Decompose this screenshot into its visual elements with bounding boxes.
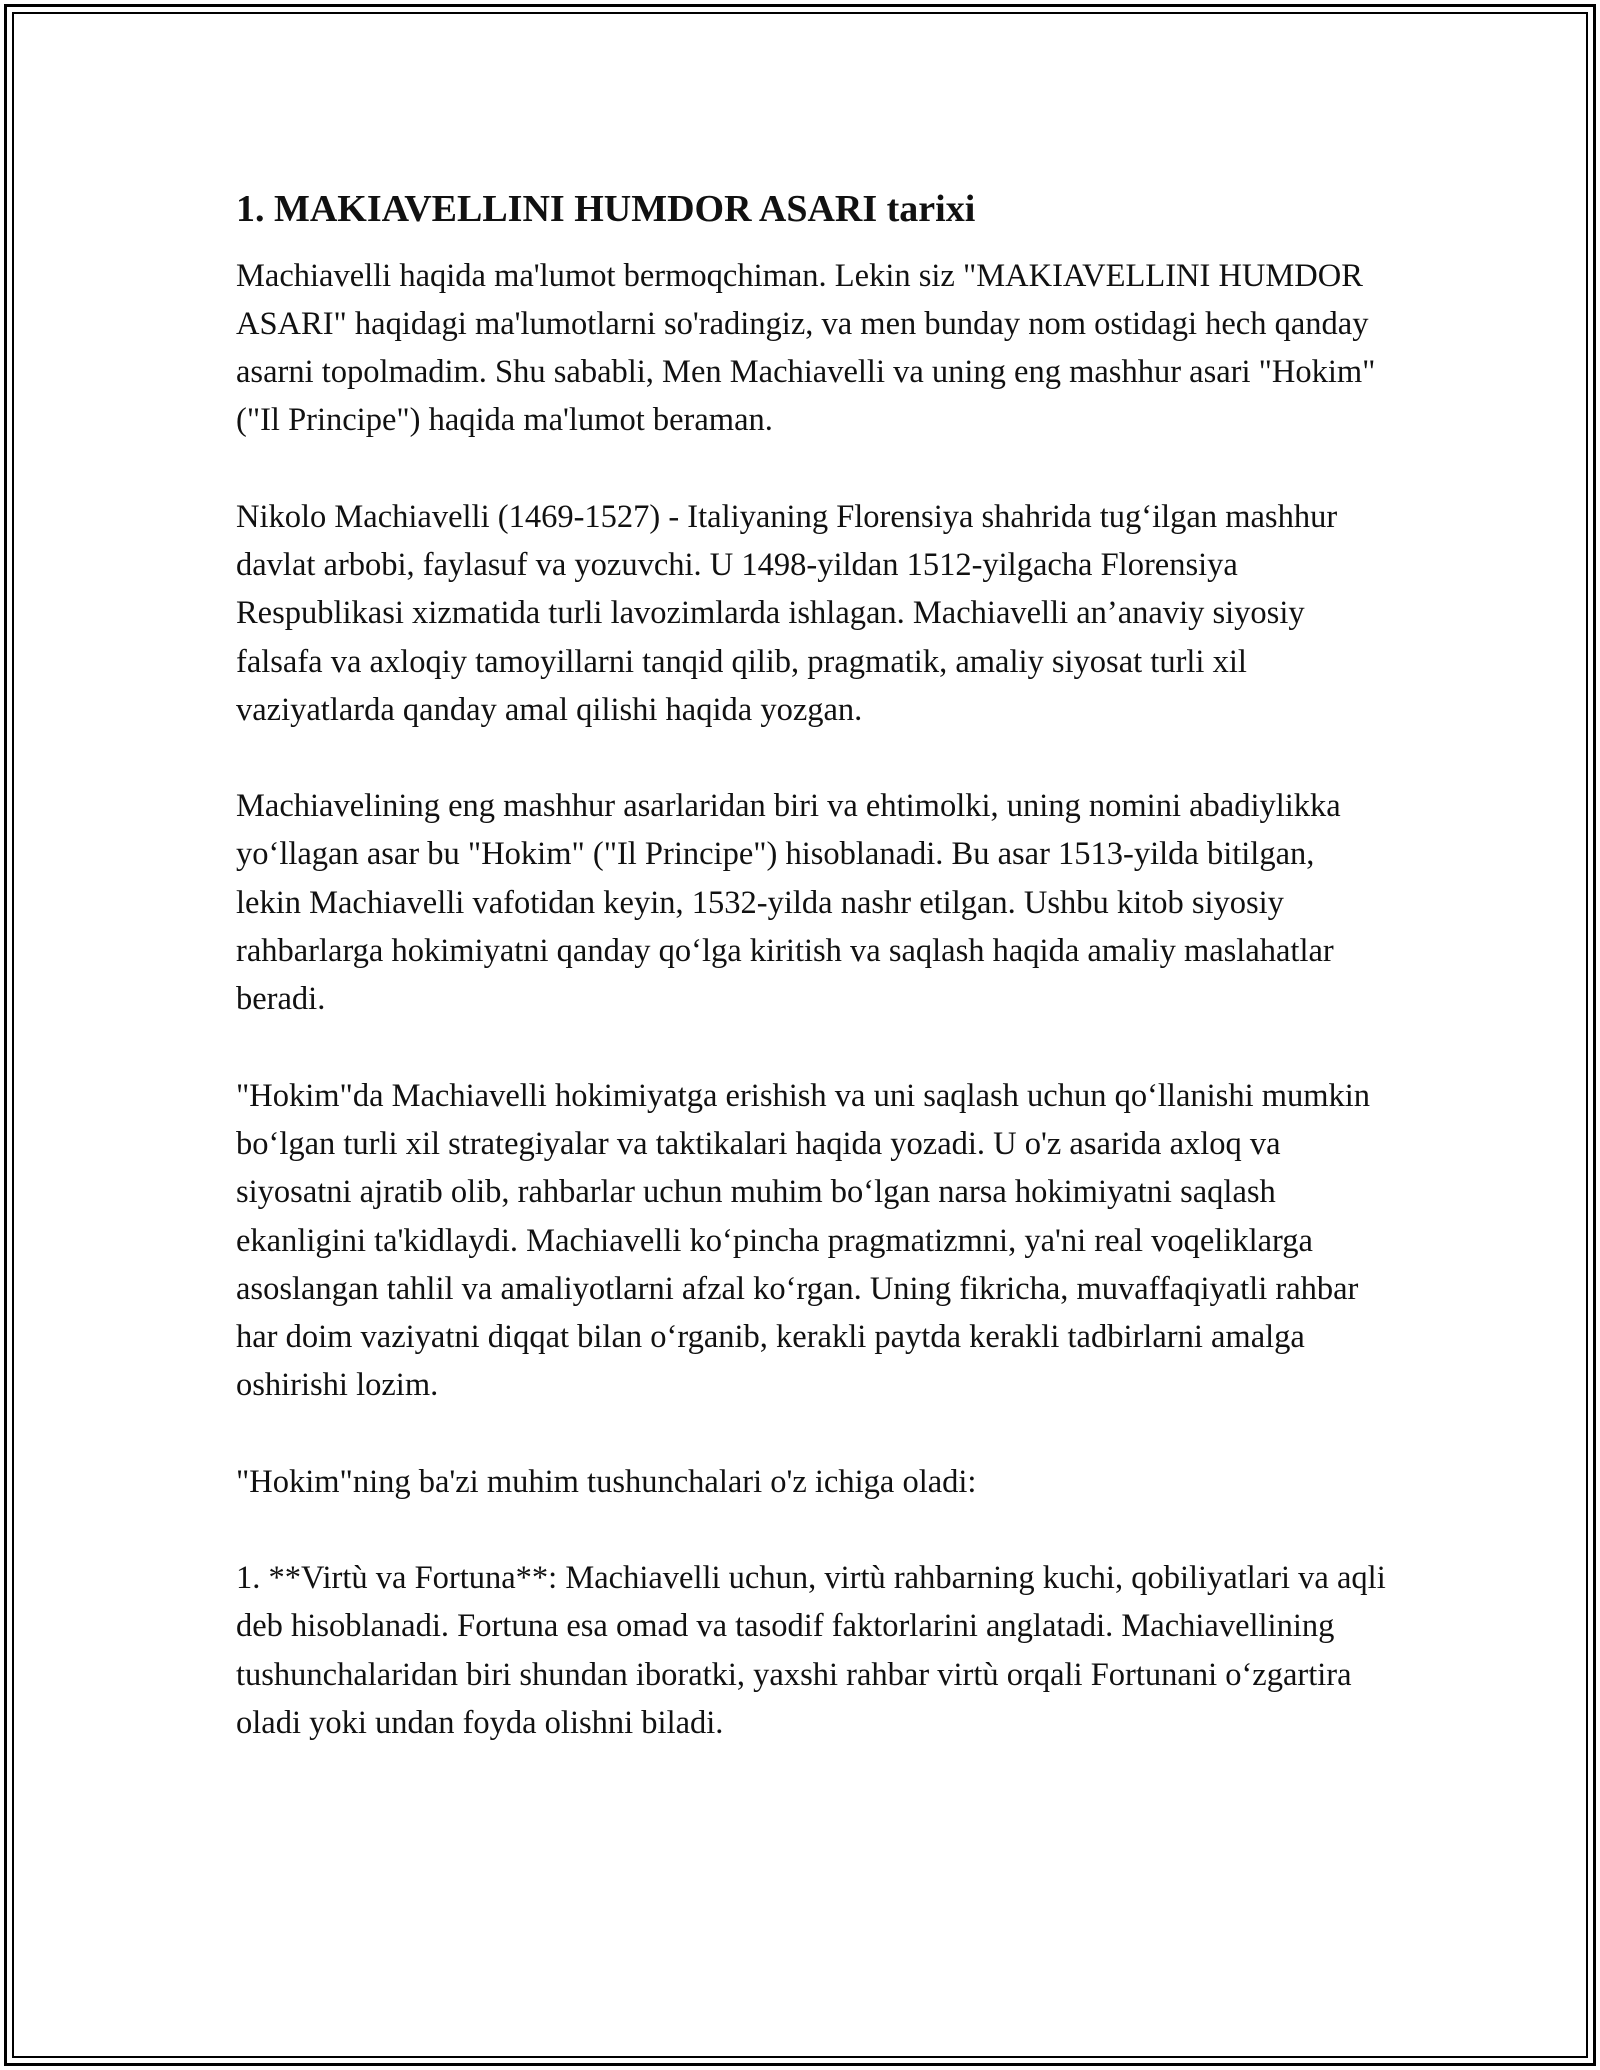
paragraph-strategies: "Hokim"da Machiavelli hokimiyatga erishish va uni saqlash uchun qo‘llanishi mumkin bo‘lgan turli xil strategiyalar va taktikalari haqida yozadi. U o'z asarida axloq va siyosatni ajratib olib, rahbarlar uchun muhim bo‘lgan narsa hokimiyatni saqlash ekanligini ta'kidlaydi. Machiavelli ko‘pincha pragmatizmni, ya'ni real voqeliklarga asoslangan tahlil va amaliyotlarni afzal ko‘rgan. Uning fikricha, muvaffaqiyatli rahbar har doim vaziyatni diqqat bilan o‘rganib, kerakli paytda kerakli tadbirlarni amalga oshirishi lozim. <box>236 1077 1371 1404</box>
paragraph-concepts-intro: "Hokim"ning ba'zi muhim tushunchalari o'z ichiga oladi: <box>236 1463 977 1500</box>
document-body <box>236 186 1386 1795</box>
paragraph-virtu-fortuna: 1. **Virtù va Fortuna**: Machiavelli uchun, virtù rahbarning kuchi, qobiliyatlari va aqli deb hisoblanadi. Fortuna esa omad va tasodif faktorlarini anglatadi. Machiavellining tushunchalaridan biri shundan iboratki, yaxshi rahbar virtù orqali Fortunani o‘zgartira oladi yoki undan foyda olishni biladi. <box>236 1560 1386 1741</box>
paragraph-biography: Nikolo Machiavelli (1469-1527) - Italiyaning Florensiya shahrida tug‘ilgan mashhur davlat arbobi, faylasuf va yozuvchi. U 1498-yildan 1512-yilgacha Florensiya Respublikasi xizmatida turli lavozimlarda ishlagan. Machiavelli an’anaviy siyosiy falsafa va axloqiy tamoyillarni tanqid qilib, pragmatik, amaliy siyosat turli xil vaziyatlarda qanday amal qilishi haqida yozgan. <box>236 498 1338 728</box>
document-heading: 1. MAKIAVELLINI HUMDOR ASARI tarixi <box>236 188 976 230</box>
paragraph-intro: Machiavelli haqida ma'lumot bermoqchiman. Lekin siz "MAKIAVELLINI HUMDOR ASARI" haqidagi ma'lumotlarni so'radingiz, va men bunday nom ostidagi hech qanday asarni topolmadim. Shu sababli, Men Machiavelli va uning eng mashhur asari "Hokim" ("Il Principe") haqida ma'lumot beraman. <box>236 257 1376 439</box>
paragraph-the-prince: Machiavelining eng mashhur asarlaridan biri va ehtimolki, uning nomini abadiylikka yo‘llagan asar bu "Hokim" ("Il Principe") hisoblanadi. Bu asar 1513-yilda bitilgan, lekin Machiavelli vafotidan keyin, 1532-yilda nashr etilgan. Ushbu kitob siyosiy rahbarlarga hokimiyatni qanday qo‘lga kiritish va saqlash haqida amaliy maslahatlar beradi. <box>236 788 1341 1018</box>
